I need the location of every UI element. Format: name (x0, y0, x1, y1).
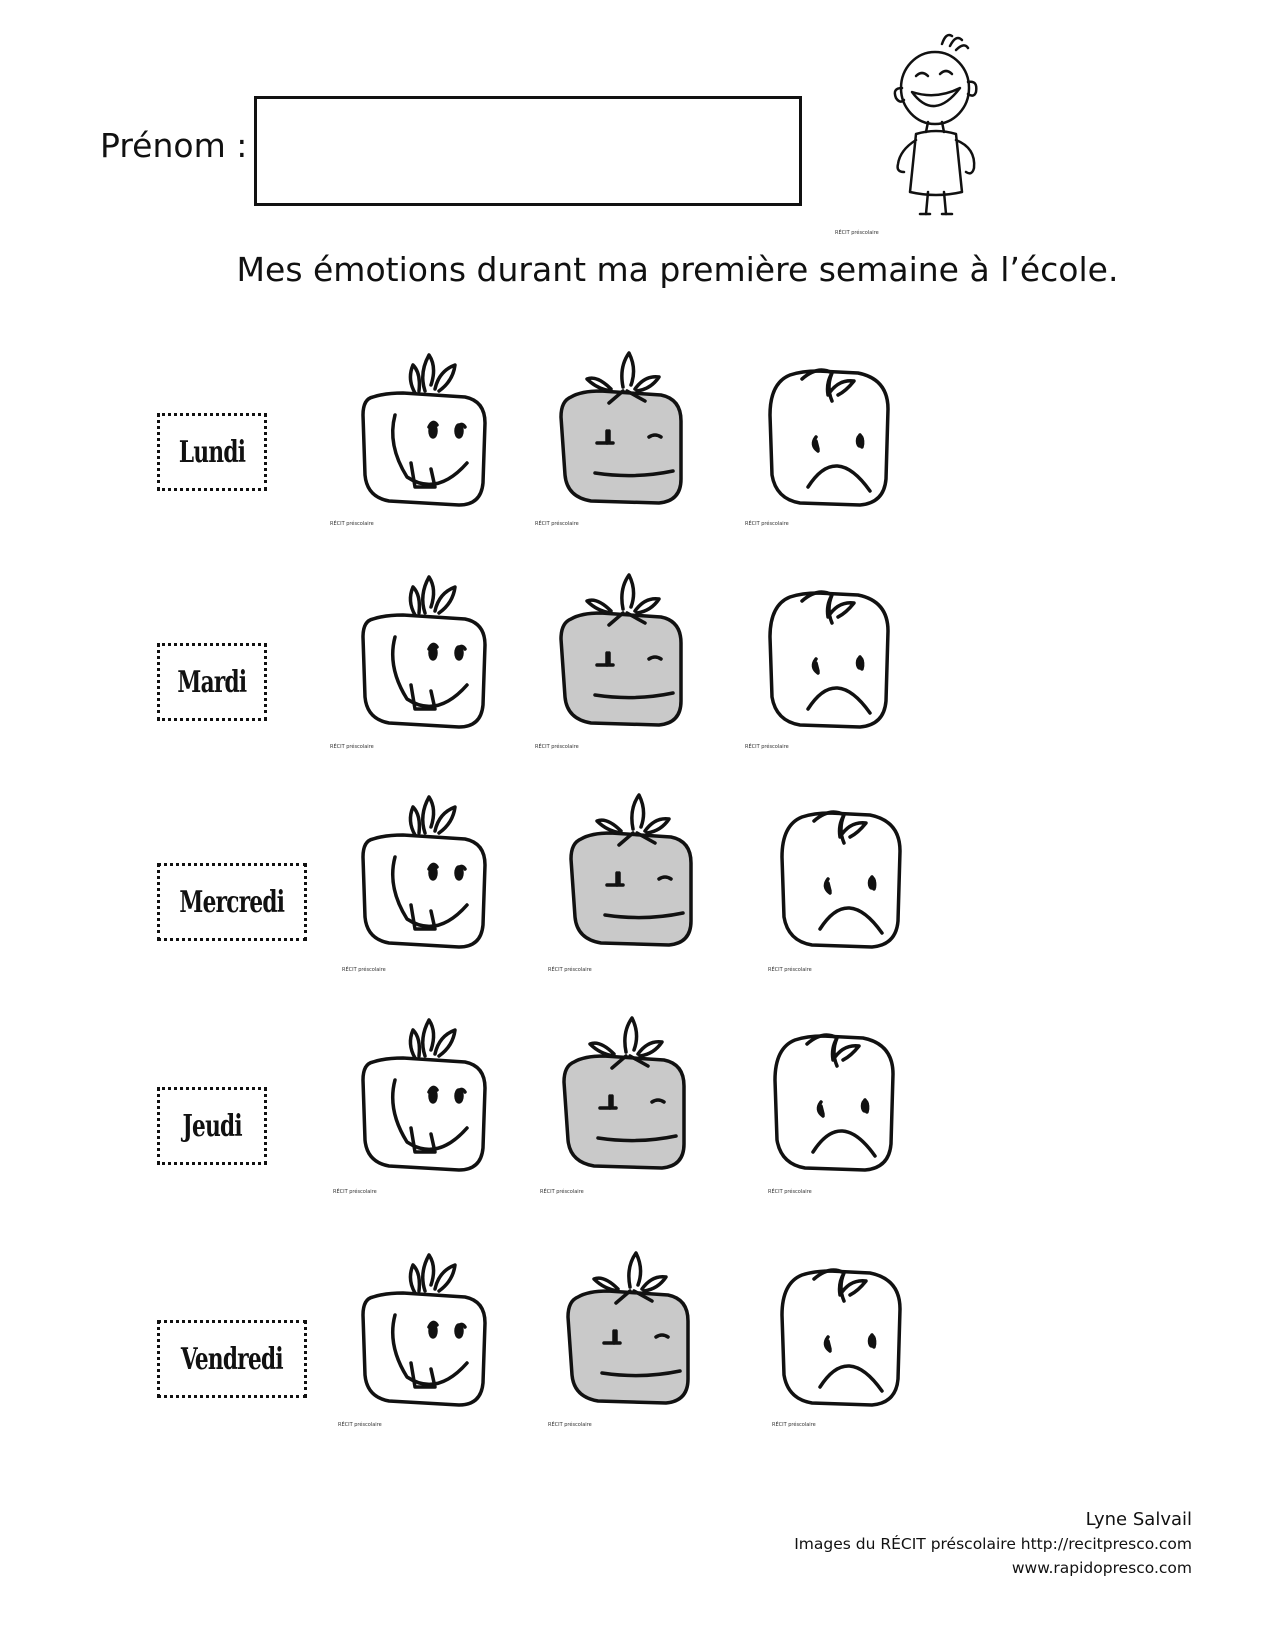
footer-credits (794, 1508, 1192, 1580)
face-credit: RÉCIT préscolaire (535, 744, 579, 750)
images-credit: Images du RÉCIT préscolaire http://recitpresco.com (794, 1535, 1192, 1553)
face-credit: RÉCIT préscolaire (540, 1189, 584, 1195)
sad-face-icon[interactable] (765, 1010, 915, 1190)
day-label-lundi: Lundi (157, 413, 267, 491)
neutral-face-icon[interactable] (560, 1245, 710, 1425)
name-input-box[interactable] (254, 96, 802, 206)
neutral-face-icon[interactable] (556, 1010, 706, 1190)
face-credit: RÉCIT préscolaire (548, 967, 592, 973)
face-credit: RÉCIT préscolaire (772, 1422, 816, 1428)
face-credit: RÉCIT préscolaire (768, 1189, 812, 1195)
sad-face-icon[interactable] (772, 1245, 922, 1425)
happy-face-icon[interactable] (355, 567, 505, 747)
child-mascot-icon (880, 30, 990, 220)
face-credit: RÉCIT préscolaire (333, 1189, 377, 1195)
neutral-face-icon[interactable] (563, 787, 713, 967)
neutral-face-icon[interactable] (553, 345, 703, 525)
day-label-vendredi: Vendredi (157, 1320, 307, 1398)
happy-face-icon[interactable] (355, 787, 505, 967)
mascot-credit: RÉCIT préscolaire (835, 230, 879, 236)
face-credit: RÉCIT préscolaire (745, 521, 789, 527)
happy-face-icon[interactable] (355, 1245, 505, 1425)
face-credit: RÉCIT préscolaire (342, 967, 386, 973)
face-credit: RÉCIT préscolaire (768, 967, 812, 973)
sad-face-icon[interactable] (760, 345, 910, 525)
neutral-face-icon[interactable] (553, 567, 703, 747)
sad-face-icon[interactable] (772, 787, 922, 967)
day-label-mercredi: Mercredi (157, 863, 307, 941)
face-credit: RÉCIT préscolaire (548, 1422, 592, 1428)
face-credit: RÉCIT préscolaire (330, 744, 374, 750)
page-title: Mes émotions durant ma première semaine à l’école. (236, 250, 1119, 289)
prenom-label: Prénom : (100, 126, 248, 165)
face-credit: RÉCIT préscolaire (330, 521, 374, 527)
website-link[interactable]: www.rapidopresco.com (1011, 1559, 1192, 1577)
day-label-mardi: Mardi (157, 643, 267, 721)
happy-face-icon[interactable] (355, 345, 505, 525)
face-credit: RÉCIT préscolaire (745, 744, 789, 750)
face-credit: RÉCIT préscolaire (338, 1422, 382, 1428)
happy-face-icon[interactable] (355, 1010, 505, 1190)
sad-face-icon[interactable] (760, 567, 910, 747)
author-name: Lyne Salvail (1085, 1509, 1192, 1530)
day-label-jeudi: Jeudi (157, 1087, 267, 1165)
face-credit: RÉCIT préscolaire (535, 521, 579, 527)
